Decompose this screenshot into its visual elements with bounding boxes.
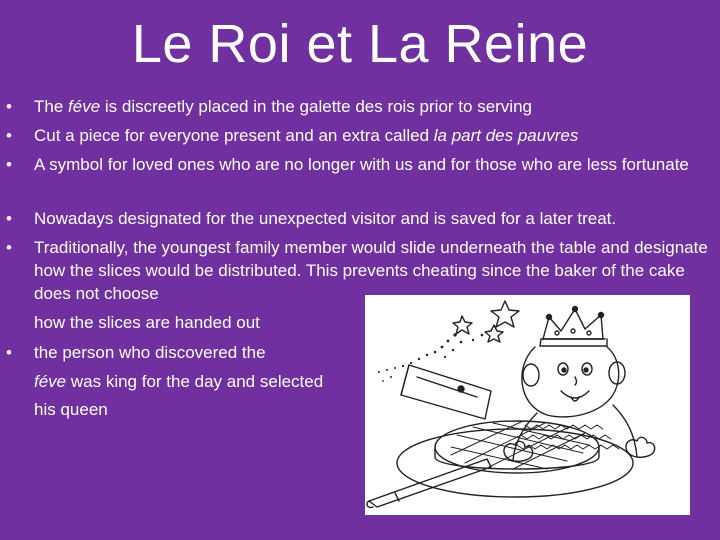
bullet-text: Traditionally, the youngest family member would slide underneath the table and designate how the slices would be distributed. This prevents cheating since the baker of the cake does not choose [34, 238, 708, 303]
bullet-icon: • [6, 238, 12, 257]
bullet-symbol-loved-ones [6, 153, 702, 176]
king-cake-illustration [365, 295, 690, 515]
bullet-text-pre: The [34, 97, 69, 116]
bullet-feve-placement [6, 95, 714, 118]
bullet-text: Nowadays designated for the unexpected visitor and is saved for a later treat. [34, 209, 617, 228]
bullet-text-post: is discreetly placed in the galette des rois prior to serving [100, 97, 532, 116]
star-icon [485, 325, 503, 342]
bullet-icon: • [6, 97, 12, 116]
bullet-extra-piece [6, 124, 714, 147]
cake-slice [401, 365, 491, 419]
bullet-text-em: féve [34, 372, 67, 391]
bullet-king-for-day [6, 341, 364, 364]
bullet-icon: • [6, 155, 12, 174]
bullet-text: A symbol for loved ones who are no longer with us and for those who are less fortunate [34, 155, 689, 174]
star-icon [453, 316, 472, 334]
sparkle-dots [378, 333, 483, 382]
child-body [513, 405, 637, 460]
bullet-continuation: how the slices are handed out [34, 313, 260, 332]
bullet-continuation: his queen [34, 400, 108, 419]
bullet-text-pre: Cut a piece for everyone present and an extra called [34, 126, 434, 145]
bullet-text-post: was king for the day and selected [66, 372, 324, 391]
bullet-continuation [34, 370, 323, 393]
crown-icon [543, 309, 603, 339]
bullet-unexpected-visitor [6, 207, 714, 230]
bullet-text: the person who discovered the [34, 343, 266, 362]
bullet-text-em: la part des pauvres [433, 126, 579, 145]
hand-left [504, 441, 533, 461]
bullet-icon: • [6, 343, 12, 362]
bullet-icon: • [6, 209, 12, 228]
slide-title: Le Roi et La Reine [131, 14, 589, 74]
bullet-icon: • [6, 126, 12, 145]
star-icon [491, 301, 519, 327]
bullet-text-em: féve [68, 97, 101, 116]
king-cake-drawing [365, 295, 690, 515]
plate [397, 429, 633, 497]
knife [369, 459, 491, 507]
